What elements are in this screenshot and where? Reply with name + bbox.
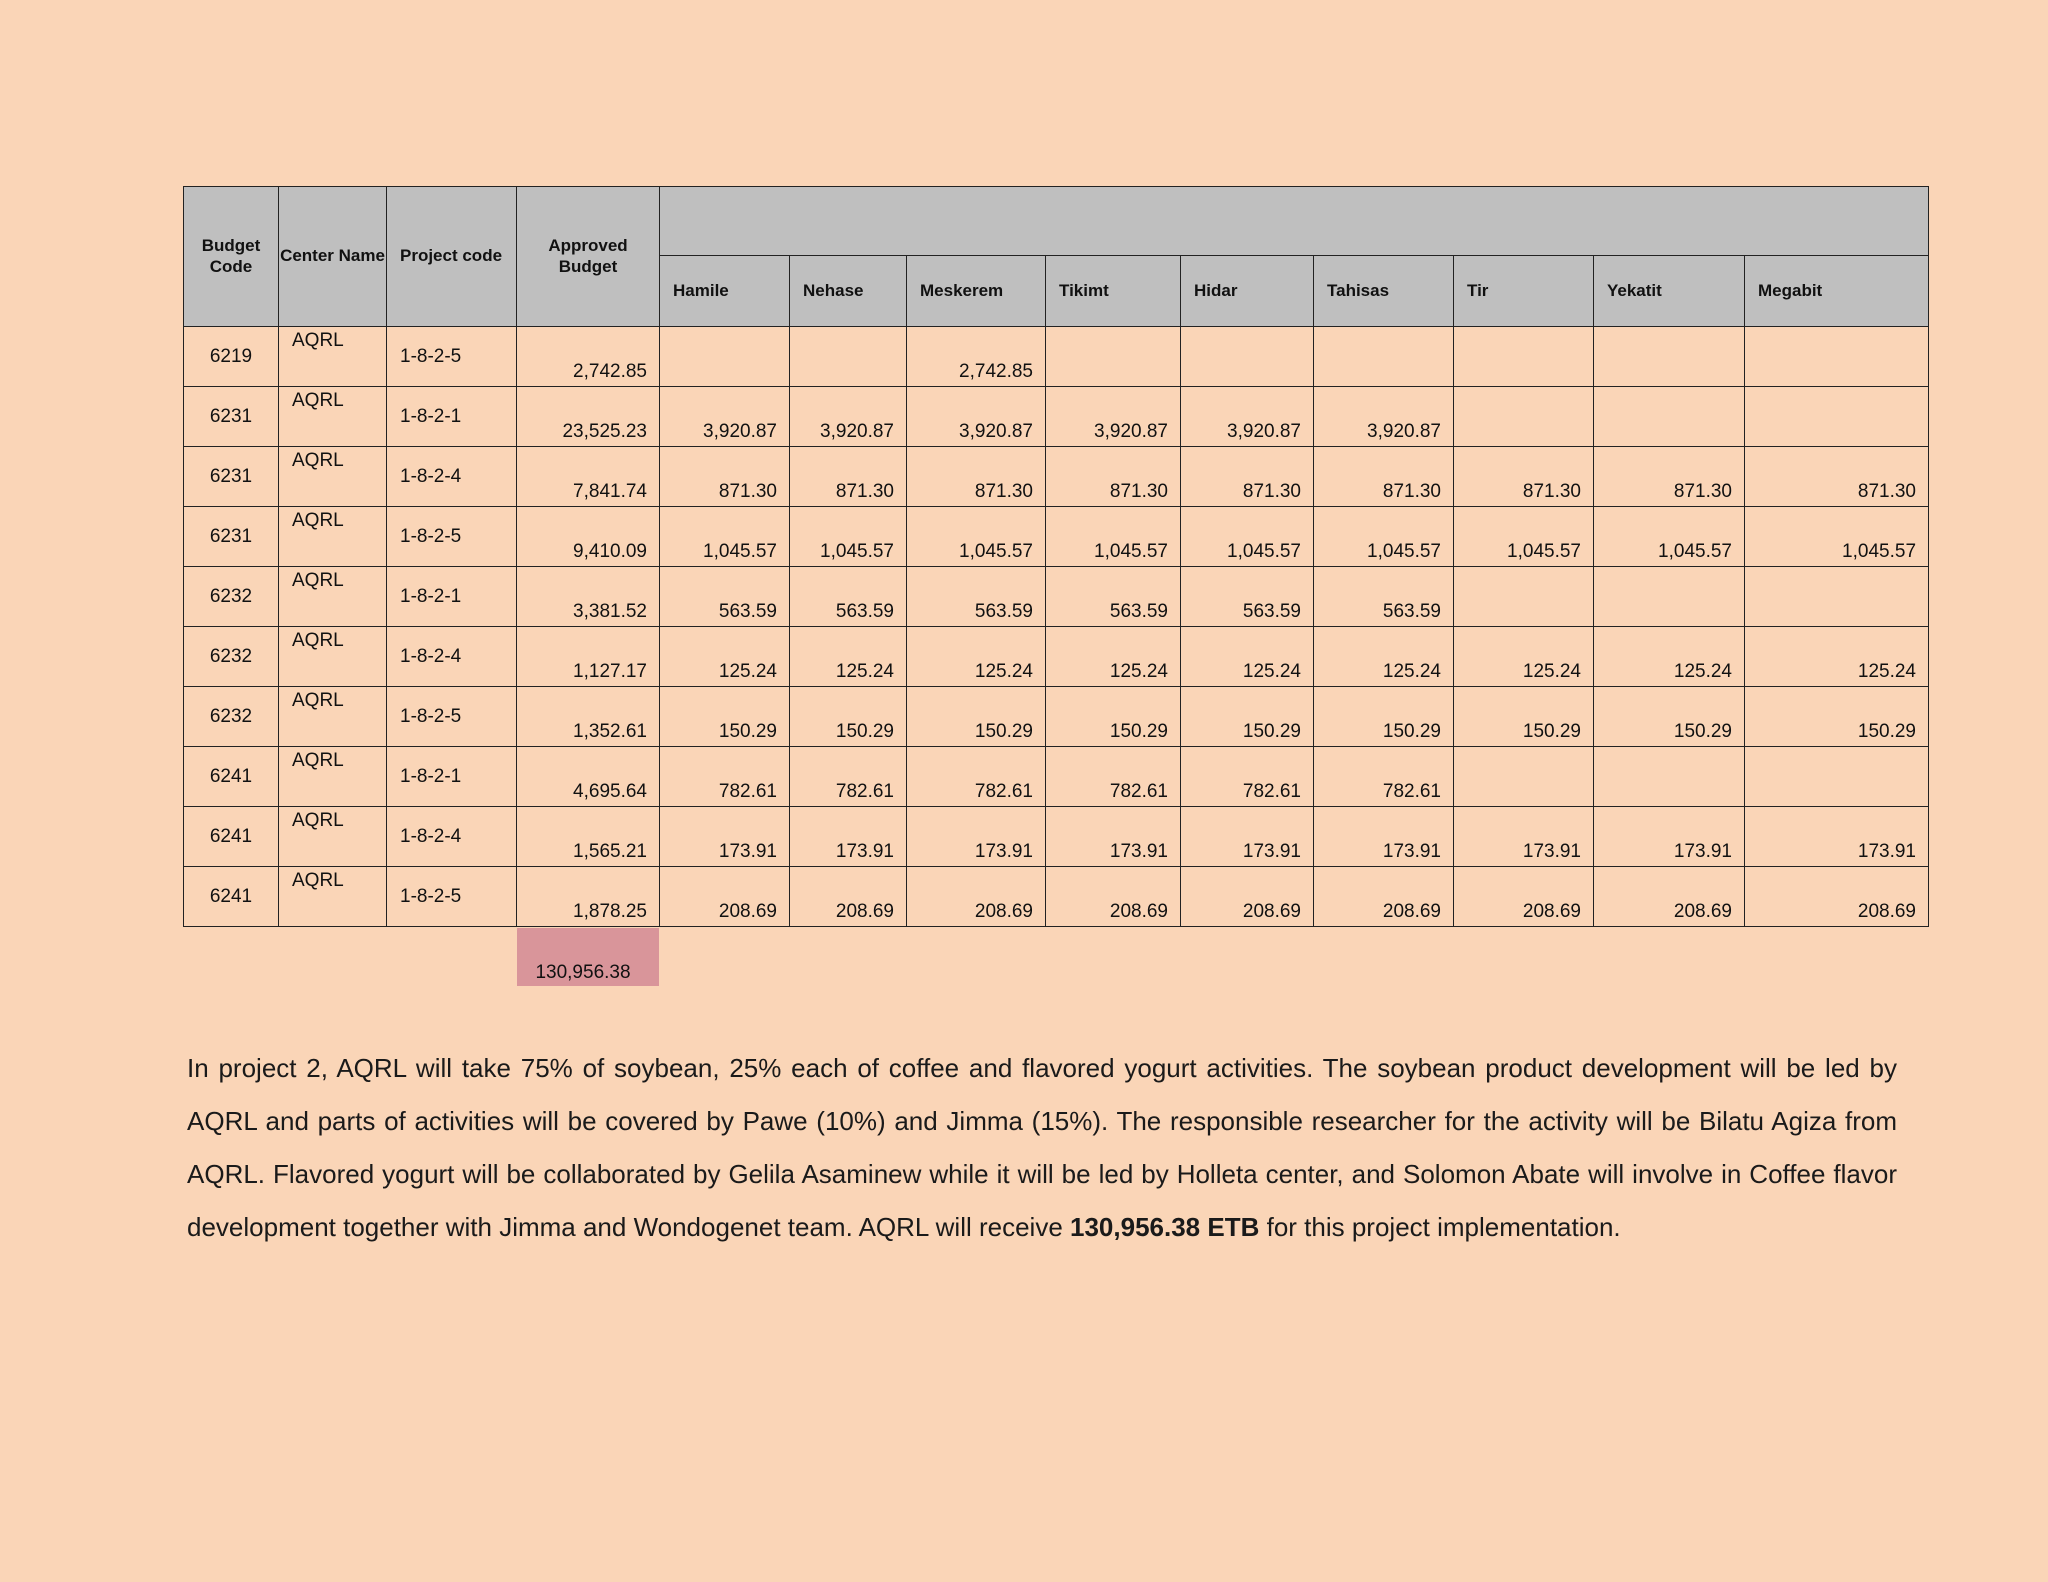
month-value-cell: 1,045.57 — [1046, 507, 1181, 567]
project-code-cell: 1-8-2-5 — [387, 327, 517, 387]
project-code-cell: 1-8-2-5 — [387, 687, 517, 747]
month-value-cell: 150.29 — [1594, 687, 1745, 747]
table-row — [184, 867, 1929, 927]
center-name-cell: AQRL — [279, 567, 387, 627]
month-value-cell — [1745, 747, 1929, 807]
budget-code-cell: 6231 — [184, 387, 279, 447]
month-value-cell: 871.30 — [1314, 447, 1454, 507]
header-row — [184, 187, 1929, 256]
month-value-cell: 150.29 — [1314, 687, 1454, 747]
month-value-cell: 125.24 — [790, 627, 907, 687]
month-value-cell: 1,045.57 — [1594, 507, 1745, 567]
approved-budget-cell: 1,565.21 — [517, 807, 660, 867]
header-month: Tir — [1454, 256, 1594, 327]
month-value-cell: 3,920.87 — [1046, 387, 1181, 447]
table-body — [184, 327, 1929, 927]
header-month: Megabit — [1745, 256, 1929, 327]
month-value-cell: 871.30 — [1181, 447, 1314, 507]
month-value-cell: 150.29 — [1745, 687, 1929, 747]
header-budget-code: Budget Code — [184, 187, 279, 327]
month-value-cell: 871.30 — [907, 447, 1046, 507]
month-value-cell — [1454, 327, 1594, 387]
table-row — [184, 747, 1929, 807]
description-paragraph — [187, 1042, 1897, 1254]
month-value-cell: 208.69 — [1314, 867, 1454, 927]
approved-budget-cell: 7,841.74 — [517, 447, 660, 507]
table-row — [184, 447, 1929, 507]
month-value-cell — [1454, 387, 1594, 447]
month-value-cell: 173.91 — [1454, 807, 1594, 867]
month-value-cell: 3,920.87 — [790, 387, 907, 447]
table-row — [184, 627, 1929, 687]
project-code-cell: 1-8-2-4 — [387, 447, 517, 507]
month-value-cell: 173.91 — [1745, 807, 1929, 867]
month-value-cell: 150.29 — [907, 687, 1046, 747]
header-month: Hamile — [660, 256, 790, 327]
month-value-cell: 208.69 — [1181, 867, 1314, 927]
month-value-cell: 563.59 — [660, 567, 790, 627]
table-row — [184, 807, 1929, 867]
month-value-cell: 1,045.57 — [1454, 507, 1594, 567]
month-value-cell: 125.24 — [1454, 627, 1594, 687]
month-value-cell: 208.69 — [907, 867, 1046, 927]
month-value-cell — [1046, 327, 1181, 387]
center-name-cell: AQRL — [279, 327, 387, 387]
month-value-cell: 782.61 — [907, 747, 1046, 807]
month-value-cell: 563.59 — [1314, 567, 1454, 627]
month-value-cell: 1,045.57 — [907, 507, 1046, 567]
project-code-cell: 1-8-2-5 — [387, 867, 517, 927]
project-code-cell: 1-8-2-4 — [387, 627, 517, 687]
month-value-cell: 3,920.87 — [1314, 387, 1454, 447]
table-row — [184, 507, 1929, 567]
month-value-cell: 782.61 — [1046, 747, 1181, 807]
month-value-cell: 1,045.57 — [1314, 507, 1454, 567]
header-months-group — [660, 187, 1929, 256]
month-value-cell: 782.61 — [1314, 747, 1454, 807]
project-code-cell: 1-8-2-4 — [387, 807, 517, 867]
project-code-cell: 1-8-2-1 — [387, 387, 517, 447]
center-name-cell: AQRL — [279, 627, 387, 687]
table-row — [184, 567, 1929, 627]
month-value-cell — [1745, 387, 1929, 447]
month-value-cell: 208.69 — [1454, 867, 1594, 927]
budget-code-cell: 6232 — [184, 627, 279, 687]
month-value-cell — [1314, 327, 1454, 387]
budget-code-cell: 6241 — [184, 807, 279, 867]
month-value-cell: 563.59 — [790, 567, 907, 627]
month-value-cell: 3,920.87 — [907, 387, 1046, 447]
month-value-cell: 871.30 — [1745, 447, 1929, 507]
month-value-cell: 871.30 — [1454, 447, 1594, 507]
month-value-cell: 150.29 — [1454, 687, 1594, 747]
month-value-cell: 125.24 — [1046, 627, 1181, 687]
approved-budget-cell: 4,695.64 — [517, 747, 660, 807]
project-code-cell: 1-8-2-1 — [387, 567, 517, 627]
paragraph-amount: 130,956.38 ETB — [1070, 1212, 1260, 1242]
month-value-cell: 150.29 — [1046, 687, 1181, 747]
month-value-cell: 173.91 — [907, 807, 1046, 867]
table-row — [184, 687, 1929, 747]
month-value-cell — [1745, 327, 1929, 387]
approved-budget-cell: 23,525.23 — [517, 387, 660, 447]
month-value-cell: 173.91 — [660, 807, 790, 867]
paragraph-text: In project 2, AQRL will take 75% of soybean, 25% each of coffee and flavored yogurt activities. The soybean product development will be led by AQRL and parts of activities will be covered by Pawe (10%) and Jimma (15%). The responsible researcher for the activity will be Bilatu Agiza from AQRL. Flavored yogurt will be collaborated by Gelila Asaminew while it will be led by Holleta center, and Solomon Abate will involve in Coffee flavor development together with Jimma and Wondogenet team. AQRL will receive — [187, 1053, 1897, 1242]
month-value-cell — [790, 327, 907, 387]
month-value-cell: 125.24 — [1181, 627, 1314, 687]
center-name-cell: AQRL — [279, 867, 387, 927]
month-value-cell: 173.91 — [1181, 807, 1314, 867]
center-name-cell: AQRL — [279, 387, 387, 447]
month-value-cell: 782.61 — [660, 747, 790, 807]
month-value-cell: 125.24 — [660, 627, 790, 687]
month-value-cell: 173.91 — [1314, 807, 1454, 867]
month-value-cell — [1454, 567, 1594, 627]
header-month: Nehase — [790, 256, 907, 327]
center-name-cell: AQRL — [279, 447, 387, 507]
project-code-cell: 1-8-2-5 — [387, 507, 517, 567]
month-value-cell — [1745, 567, 1929, 627]
month-value-cell — [1454, 747, 1594, 807]
month-value-cell: 208.69 — [1594, 867, 1745, 927]
month-value-cell: 782.61 — [1181, 747, 1314, 807]
header-month: Tahisas — [1314, 256, 1454, 327]
month-value-cell: 2,742.85 — [907, 327, 1046, 387]
month-value-cell: 1,045.57 — [790, 507, 907, 567]
header-month: Tikimt — [1046, 256, 1181, 327]
center-name-cell: AQRL — [279, 507, 387, 567]
budget-code-cell: 6231 — [184, 507, 279, 567]
month-value-cell: 563.59 — [907, 567, 1046, 627]
month-value-cell — [1594, 387, 1745, 447]
budget-code-cell: 6232 — [184, 567, 279, 627]
month-value-cell — [660, 327, 790, 387]
table-row — [184, 327, 1929, 387]
center-name-cell: AQRL — [279, 747, 387, 807]
month-value-cell: 150.29 — [790, 687, 907, 747]
month-value-cell: 563.59 — [1181, 567, 1314, 627]
approved-budget-cell: 2,742.85 — [517, 327, 660, 387]
budget-code-cell: 6241 — [184, 747, 279, 807]
month-value-cell: 563.59 — [1046, 567, 1181, 627]
approved-budget-cell: 1,878.25 — [517, 867, 660, 927]
month-value-cell: 1,045.57 — [1745, 507, 1929, 567]
month-value-cell: 150.29 — [660, 687, 790, 747]
month-value-cell: 173.91 — [1594, 807, 1745, 867]
approved-budget-cell: 1,352.61 — [517, 687, 660, 747]
budget-code-cell: 6219 — [184, 327, 279, 387]
total-approved-budget: 130,956.38 — [517, 928, 659, 986]
month-value-cell: 1,045.57 — [1181, 507, 1314, 567]
month-value-cell: 125.24 — [1745, 627, 1929, 687]
month-value-cell: 125.24 — [1314, 627, 1454, 687]
month-value-cell: 208.69 — [1745, 867, 1929, 927]
month-value-cell: 1,045.57 — [660, 507, 790, 567]
month-value-cell: 173.91 — [790, 807, 907, 867]
month-value-cell: 208.69 — [660, 867, 790, 927]
month-value-cell: 150.29 — [1181, 687, 1314, 747]
month-value-cell: 173.91 — [1046, 807, 1181, 867]
budget-code-cell: 6241 — [184, 867, 279, 927]
month-value-cell: 871.30 — [660, 447, 790, 507]
month-value-cell: 871.30 — [1594, 447, 1745, 507]
month-value-cell — [1594, 747, 1745, 807]
header-month: Hidar — [1181, 256, 1314, 327]
header-month: Meskerem — [907, 256, 1046, 327]
month-value-cell: 3,920.87 — [660, 387, 790, 447]
project-code-cell: 1-8-2-1 — [387, 747, 517, 807]
month-value-cell: 125.24 — [907, 627, 1046, 687]
budget-code-cell: 6231 — [184, 447, 279, 507]
month-value-cell: 125.24 — [1594, 627, 1745, 687]
header-month: Yekatit — [1594, 256, 1745, 327]
month-value-cell: 782.61 — [790, 747, 907, 807]
approved-budget-cell: 3,381.52 — [517, 567, 660, 627]
month-value-cell: 871.30 — [1046, 447, 1181, 507]
header-project-code: Project code — [387, 187, 517, 327]
approved-budget-cell: 9,410.09 — [517, 507, 660, 567]
header-approved-budget: Approved Budget — [517, 187, 660, 327]
budget-table — [183, 186, 1929, 927]
approved-budget-cell: 1,127.17 — [517, 627, 660, 687]
header-center-name: Center Name — [279, 187, 387, 327]
month-value-cell — [1594, 567, 1745, 627]
budget-code-cell: 6232 — [184, 687, 279, 747]
center-name-cell: AQRL — [279, 687, 387, 747]
center-name-cell: AQRL — [279, 807, 387, 867]
month-value-cell: 871.30 — [790, 447, 907, 507]
month-value-cell: 208.69 — [790, 867, 907, 927]
month-value-cell — [1181, 327, 1314, 387]
table-row — [184, 387, 1929, 447]
paragraph-text-end: for this project implementation. — [1259, 1212, 1621, 1242]
month-value-cell: 208.69 — [1046, 867, 1181, 927]
month-value-cell: 3,920.87 — [1181, 387, 1314, 447]
month-value-cell — [1594, 327, 1745, 387]
